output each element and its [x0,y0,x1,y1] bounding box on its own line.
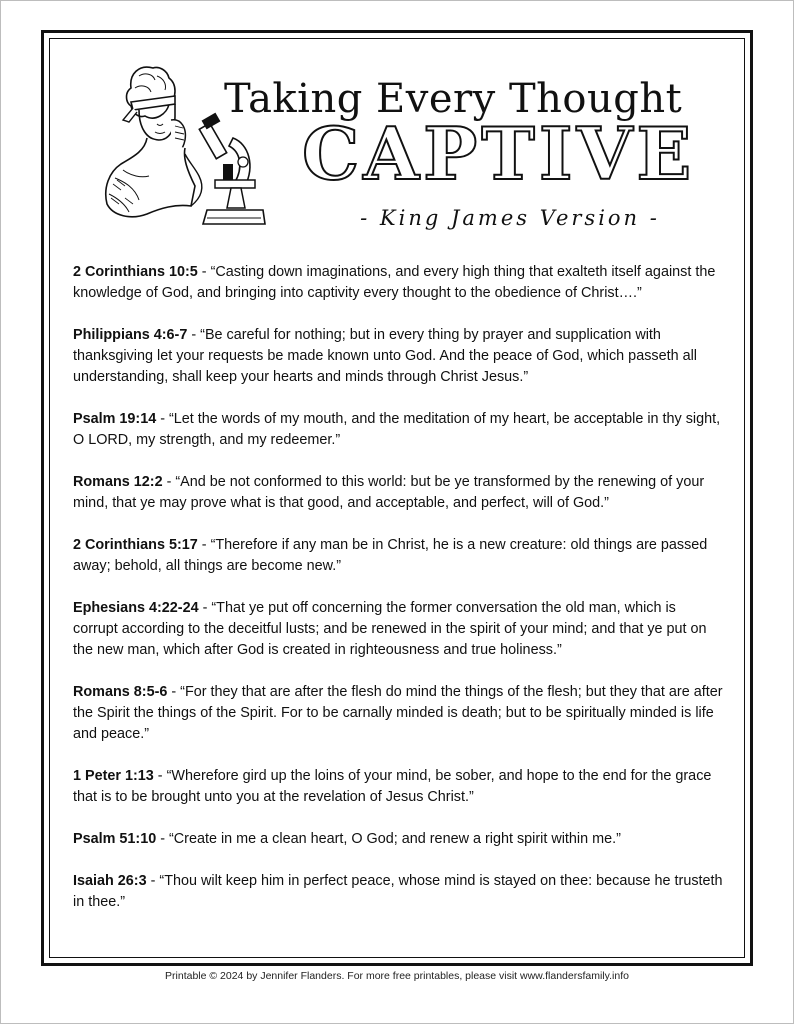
verse-separator: - [162,474,176,490]
verse-separator: - [198,600,212,616]
verse-item [73,409,723,451]
verse-reference: 2 Corinthians 5:17 [73,537,198,553]
verse-reference: Isaiah 26:3 [73,873,147,889]
verse-item [73,766,723,808]
verse-item [73,871,723,913]
verse-reference: Romans 12:2 [73,474,163,490]
footer-credit: Printable © 2024 by Jennifer Flanders. For more free printables, please visit www.flandersfamily.info [165,970,629,982]
subtitle: - King James Version - [360,206,660,230]
verse-item [73,472,723,514]
verse-separator: - [167,684,181,700]
verse-text: “Thou wilt keep him in perfect peace, whose mind is stayed on thee: because he trusteth in thee.” [73,873,723,910]
verse-item [73,325,723,388]
verse-reference: Psalm 51:10 [73,831,157,847]
verse-item [73,262,723,304]
verse-text: “Create in me a clean heart, O God; and renew a right spirit within me.” [169,831,621,847]
title-line-1: Taking Every Thought [224,76,683,122]
verse-text: “Be careful for nothing; but in every thing by prayer and supplication with thanksgiving let your requests be made known unto God. And the peace of God, which passeth all understanding, shall keep your hearts and minds through Christ Jesus.” [73,327,697,385]
verse-separator: - [187,327,201,343]
title-line-2: CAPTIVE [302,111,696,196]
verse-text: “Wherefore gird up the loins of your mind, be sober, and hope to the end for the grace that is to be brought unto you at the revelation of Jesus Christ.” [73,768,712,805]
verse-text: “For they that are after the flesh do mind the things of the flesh; but they that are after the Spirit the things of the Spirit. For to be carnally minded is death; but to be spiritually minded is life and peace.” [73,684,723,742]
verse-reference: Psalm 19:14 [73,411,157,427]
verse-text: “Casting down imaginations, and every high thing that exalteth itself against the knowledge of God, and bringing into captivity every thought to the obedience of Christ….” [73,264,716,301]
verse-separator: - [197,537,211,553]
verse-reference: Philippians 4:6-7 [73,327,188,343]
verse-reference: Romans 8:5-6 [73,684,168,700]
verse-item [73,682,723,745]
verse-text: “Let the words of my mouth, and the meditation of my heart, be acceptable in thy sight, O LORD, my strength, and my redeemer.” [73,411,721,448]
verse-item [73,535,723,577]
verse-separator: - [153,768,167,784]
verse-text: “And be not conformed to this world: but be ye transformed by the renewing of your mind, that ye may prove what is that good, and acceptable, and perfect, will of God.” [73,474,705,511]
verse-separator: - [197,264,211,280]
verse-reference: 2 Corinthians 10:5 [73,264,198,280]
verse-text: “That ye put off concerning the former conversation the old man, which is corrupt according to the deceitful lusts; and be renewed in the spirit of your mind; and that ye put on the new man, which after God is created in righteousness and true holiness.” [73,600,707,658]
verse-reference: 1 Peter 1:13 [73,768,154,784]
verse-separator: - [146,873,160,889]
verse-text: “Therefore if any man be in Christ, he is a new creature: old things are passed away; behold, all things are become new.” [73,537,708,574]
verse-separator: - [156,411,169,427]
verse-item [73,829,723,850]
verse-reference: Ephesians 4:22-24 [73,600,199,616]
verse-list [73,262,723,934]
verse-separator: - [156,831,169,847]
verse-item [73,598,723,661]
